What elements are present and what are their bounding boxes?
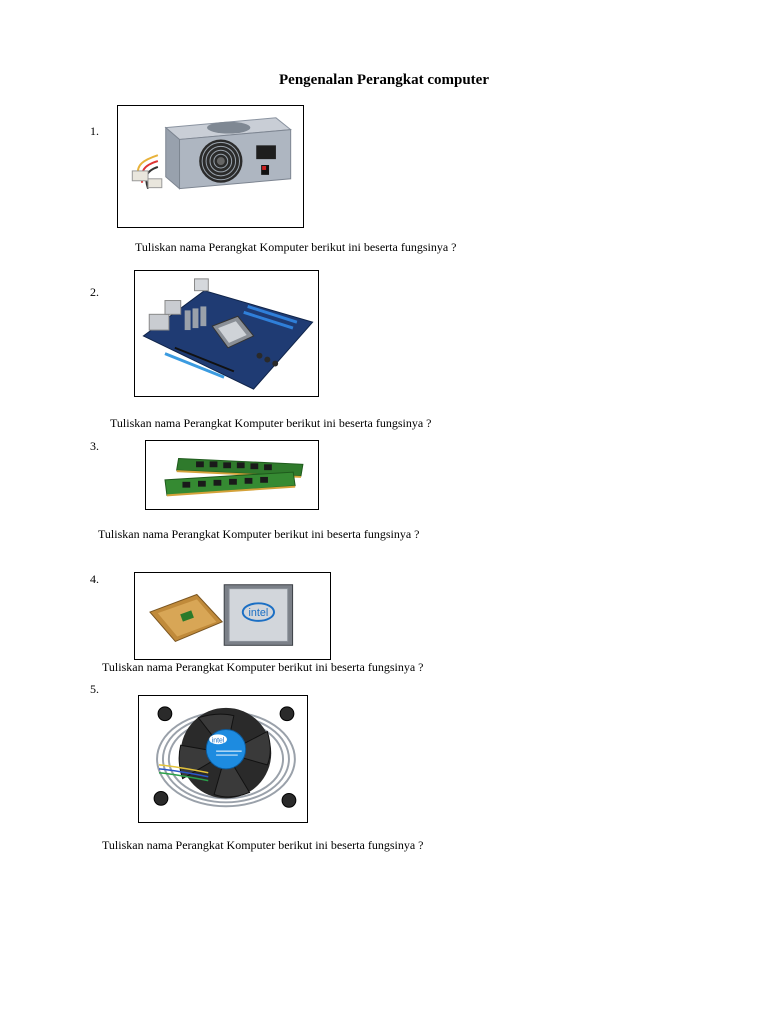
item-question-3: Tuliskan nama Perangkat Komputer berikut ini beserta fungsinya ? bbox=[98, 527, 420, 541]
item-question-1: Tuliskan nama Perangkat Komputer berikut ini beserta fungsinya ? bbox=[135, 240, 457, 254]
item-question-5: Tuliskan nama Perangkat Komputer berikut ini beserta fungsinya ? bbox=[102, 838, 424, 852]
item-question-4: Tuliskan nama Perangkat Komputer berikut ini beserta fungsinya ? bbox=[102, 660, 424, 674]
processor-illustration bbox=[135, 573, 330, 659]
cpu-cooler-image bbox=[138, 695, 308, 823]
item-number-1: 1. bbox=[90, 124, 99, 138]
item-number-3: 3. bbox=[90, 439, 99, 453]
motherboard-image bbox=[134, 270, 319, 397]
ram-illustration bbox=[146, 441, 318, 509]
page-title: Pengenalan Perangkat computer bbox=[279, 72, 489, 88]
ram-modules-image bbox=[145, 440, 319, 510]
processor-brand-label: intel bbox=[248, 607, 269, 619]
item-question-2: Tuliskan nama Perangkat Komputer berikut ini beserta fungsinya ? bbox=[110, 416, 432, 430]
power-supply-illustration bbox=[118, 106, 303, 227]
power-supply-image bbox=[117, 105, 304, 228]
motherboard-illustration bbox=[135, 271, 318, 396]
cpu-cooler-illustration bbox=[139, 696, 307, 822]
item-number-5: 5. bbox=[90, 682, 99, 696]
cooler-brand-label: intel bbox=[211, 737, 225, 745]
item-number-4: 4. bbox=[90, 572, 99, 586]
item-number-2: 2. bbox=[90, 285, 99, 299]
processor-image bbox=[134, 572, 331, 660]
